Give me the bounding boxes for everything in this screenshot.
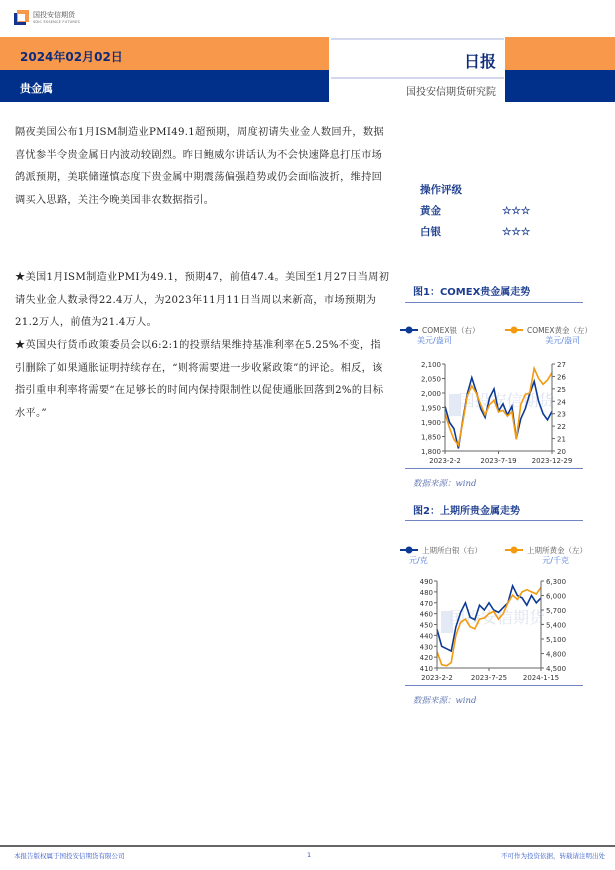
y-tick-label-right: 27 (557, 361, 566, 369)
y-tick-label-left: 490 (419, 578, 433, 586)
y-tick-label-left: 1,950 (420, 404, 441, 413)
logo-mark-icon (14, 10, 29, 25)
divider (405, 685, 583, 686)
y-tick-label-left: 2,000 (420, 390, 441, 398)
y-tick-label-right: 22 (557, 423, 566, 432)
report-sector: 贵金属 (20, 82, 53, 95)
divider (405, 302, 583, 303)
y-tick-label-left: 460 (419, 610, 433, 619)
x-tick-label: 2023-7-25 (470, 674, 508, 682)
right-axis-unit: 元/千克 (542, 556, 569, 565)
chart1-source: 数据来源：wind (413, 479, 477, 489)
left-axis-unit: 美元/盎司 (417, 336, 452, 345)
report-date: 2024年02月02日 (20, 50, 123, 64)
footer-divider (0, 845, 615, 847)
rating-row-gold (420, 201, 530, 222)
legend-marker-icon (511, 547, 518, 554)
x-tick-label: 2023-2-2 (421, 674, 453, 682)
watermark-text: 国投安信期货 (448, 608, 546, 627)
y-tick-label-left: 2,050 (420, 375, 441, 384)
y-tick-label-right: 6,300 (546, 578, 567, 586)
rating-label: 白银 (420, 226, 441, 238)
x-tick-label: 2023-2-2 (429, 457, 461, 465)
y-tick-label-left: 1,850 (420, 433, 441, 442)
y-tick-label-right: 5,400 (546, 621, 567, 630)
y-tick-label-left: 450 (419, 621, 433, 630)
watermark-text: 国投安信期货 (458, 391, 555, 410)
divider (405, 468, 583, 469)
y-tick-label-right: 6,000 (546, 592, 567, 601)
y-tick-label-left: 420 (419, 654, 433, 663)
legend-label: 上期所黄金（左） (527, 546, 587, 555)
page-number: 1 (307, 851, 312, 859)
rating-label: 黄金 (420, 205, 441, 217)
y-tick-label-left: 1,800 (420, 448, 441, 456)
star-rating-icon: ☆☆☆ (502, 226, 531, 238)
y-tick-label-right: 26 (557, 373, 566, 382)
news-bullet-2: ★英国央行货币政策委员会以6:2:1的投票结果维持基准利率在5.25%不变，指引删除了如果通胀证明持续存在，“则将需要进一步收紧政策”的评论。相反，该指引重申利率将需要“在足够长的时间内保持限制性以促使通胀回落到2%的目标水平。” (15, 340, 384, 419)
series-line (445, 378, 552, 449)
y-tick-label-right: 23 (557, 410, 566, 419)
header-accent-blue (505, 70, 615, 102)
news-bullet-1: ★美国1月ISM制造业PMI为49.1，预期47，前值47.4。美国至1月27日当周初请失业金人数录得22.4万人，为2023年11月11日当周以来新高，市场预期为21.2万人，前值为21.4万人。 (15, 272, 390, 329)
logo-text-en: SDIC ESSENCE FUTURES (33, 20, 80, 24)
chart2-shfe (395, 538, 595, 688)
summary-paragraph: 隔夜美国公布1月ISM制造业PMI49.1超预期，周度初请失业金人数回升，数据喜忧参半令贵金属日内波动较剧烈。昨日鲍威尔讲话认为不会快速降息打压市场鸽派预期，美联储谨慎态度下贵金属中期震荡偏强趋势或仍会面临波折，维持回调买入思路，关注今晚美国非农数据指引。 (15, 127, 384, 206)
chart1-title: 图1：COMEX贵金属走势 (413, 287, 531, 298)
legend-marker-icon (406, 547, 413, 554)
chart2-source: 数据来源：wind (413, 696, 477, 706)
rating-title: 操作评级 (420, 184, 462, 196)
divider (405, 520, 583, 521)
x-tick-label: 2023-7-19 (480, 457, 517, 465)
institute-name: 国投安信期货研究院 (406, 87, 496, 98)
legend-label: COMEX黄金（左） (527, 326, 592, 335)
footer-disclaimer: 不可作为投资依据，转载请注明出处 (501, 852, 605, 860)
star-rating-icon: ☆☆☆ (502, 205, 531, 217)
x-tick-label: 2024-1-15 (522, 674, 560, 682)
rating-panel (420, 180, 530, 243)
y-tick-label-left: 2,100 (420, 361, 441, 369)
y-tick-label-left: 480 (419, 588, 433, 597)
y-tick-label-left: 430 (419, 643, 433, 652)
legend-label: COMEX银（右） (422, 326, 480, 335)
chart2-title: 图2：上期所贵金属走势 (413, 506, 520, 517)
legend-label: 上期所白银（右） (422, 546, 482, 555)
company-logo (14, 10, 80, 25)
y-tick-label-left: 470 (419, 599, 433, 608)
chart1-comex (395, 318, 595, 473)
legend-marker-icon (511, 327, 518, 334)
y-tick-label-left: 440 (419, 632, 433, 641)
right-axis-unit: 美元/盎司 (545, 336, 580, 345)
y-tick-label-right: 21 (557, 435, 566, 444)
report-type: 日报 (463, 52, 496, 71)
y-tick-label-right: 4,800 (546, 650, 567, 659)
logo-text: 国投安信期货 (33, 11, 75, 19)
y-tick-label-right: 4,500 (546, 665, 567, 673)
y-tick-label-right: 5,100 (546, 636, 567, 644)
footer-copyright: 本报告版权属于国投安信期货有限公司 (14, 852, 125, 860)
x-tick-label: 2023-12-29 (531, 457, 573, 465)
y-tick-label-right: 5,700 (546, 607, 567, 615)
header-accent-orange (505, 37, 615, 70)
y-tick-label-left: 1,900 (420, 419, 441, 427)
y-tick-label-left: 410 (419, 665, 433, 673)
y-tick-label-right: 20 (557, 448, 566, 456)
left-axis-unit: 元/克 (409, 556, 428, 565)
y-tick-label-right: 24 (557, 398, 566, 407)
legend-marker-icon (406, 327, 413, 334)
rating-row-silver (420, 222, 530, 243)
report-type-box (331, 38, 504, 102)
y-tick-label-right: 25 (557, 385, 566, 394)
